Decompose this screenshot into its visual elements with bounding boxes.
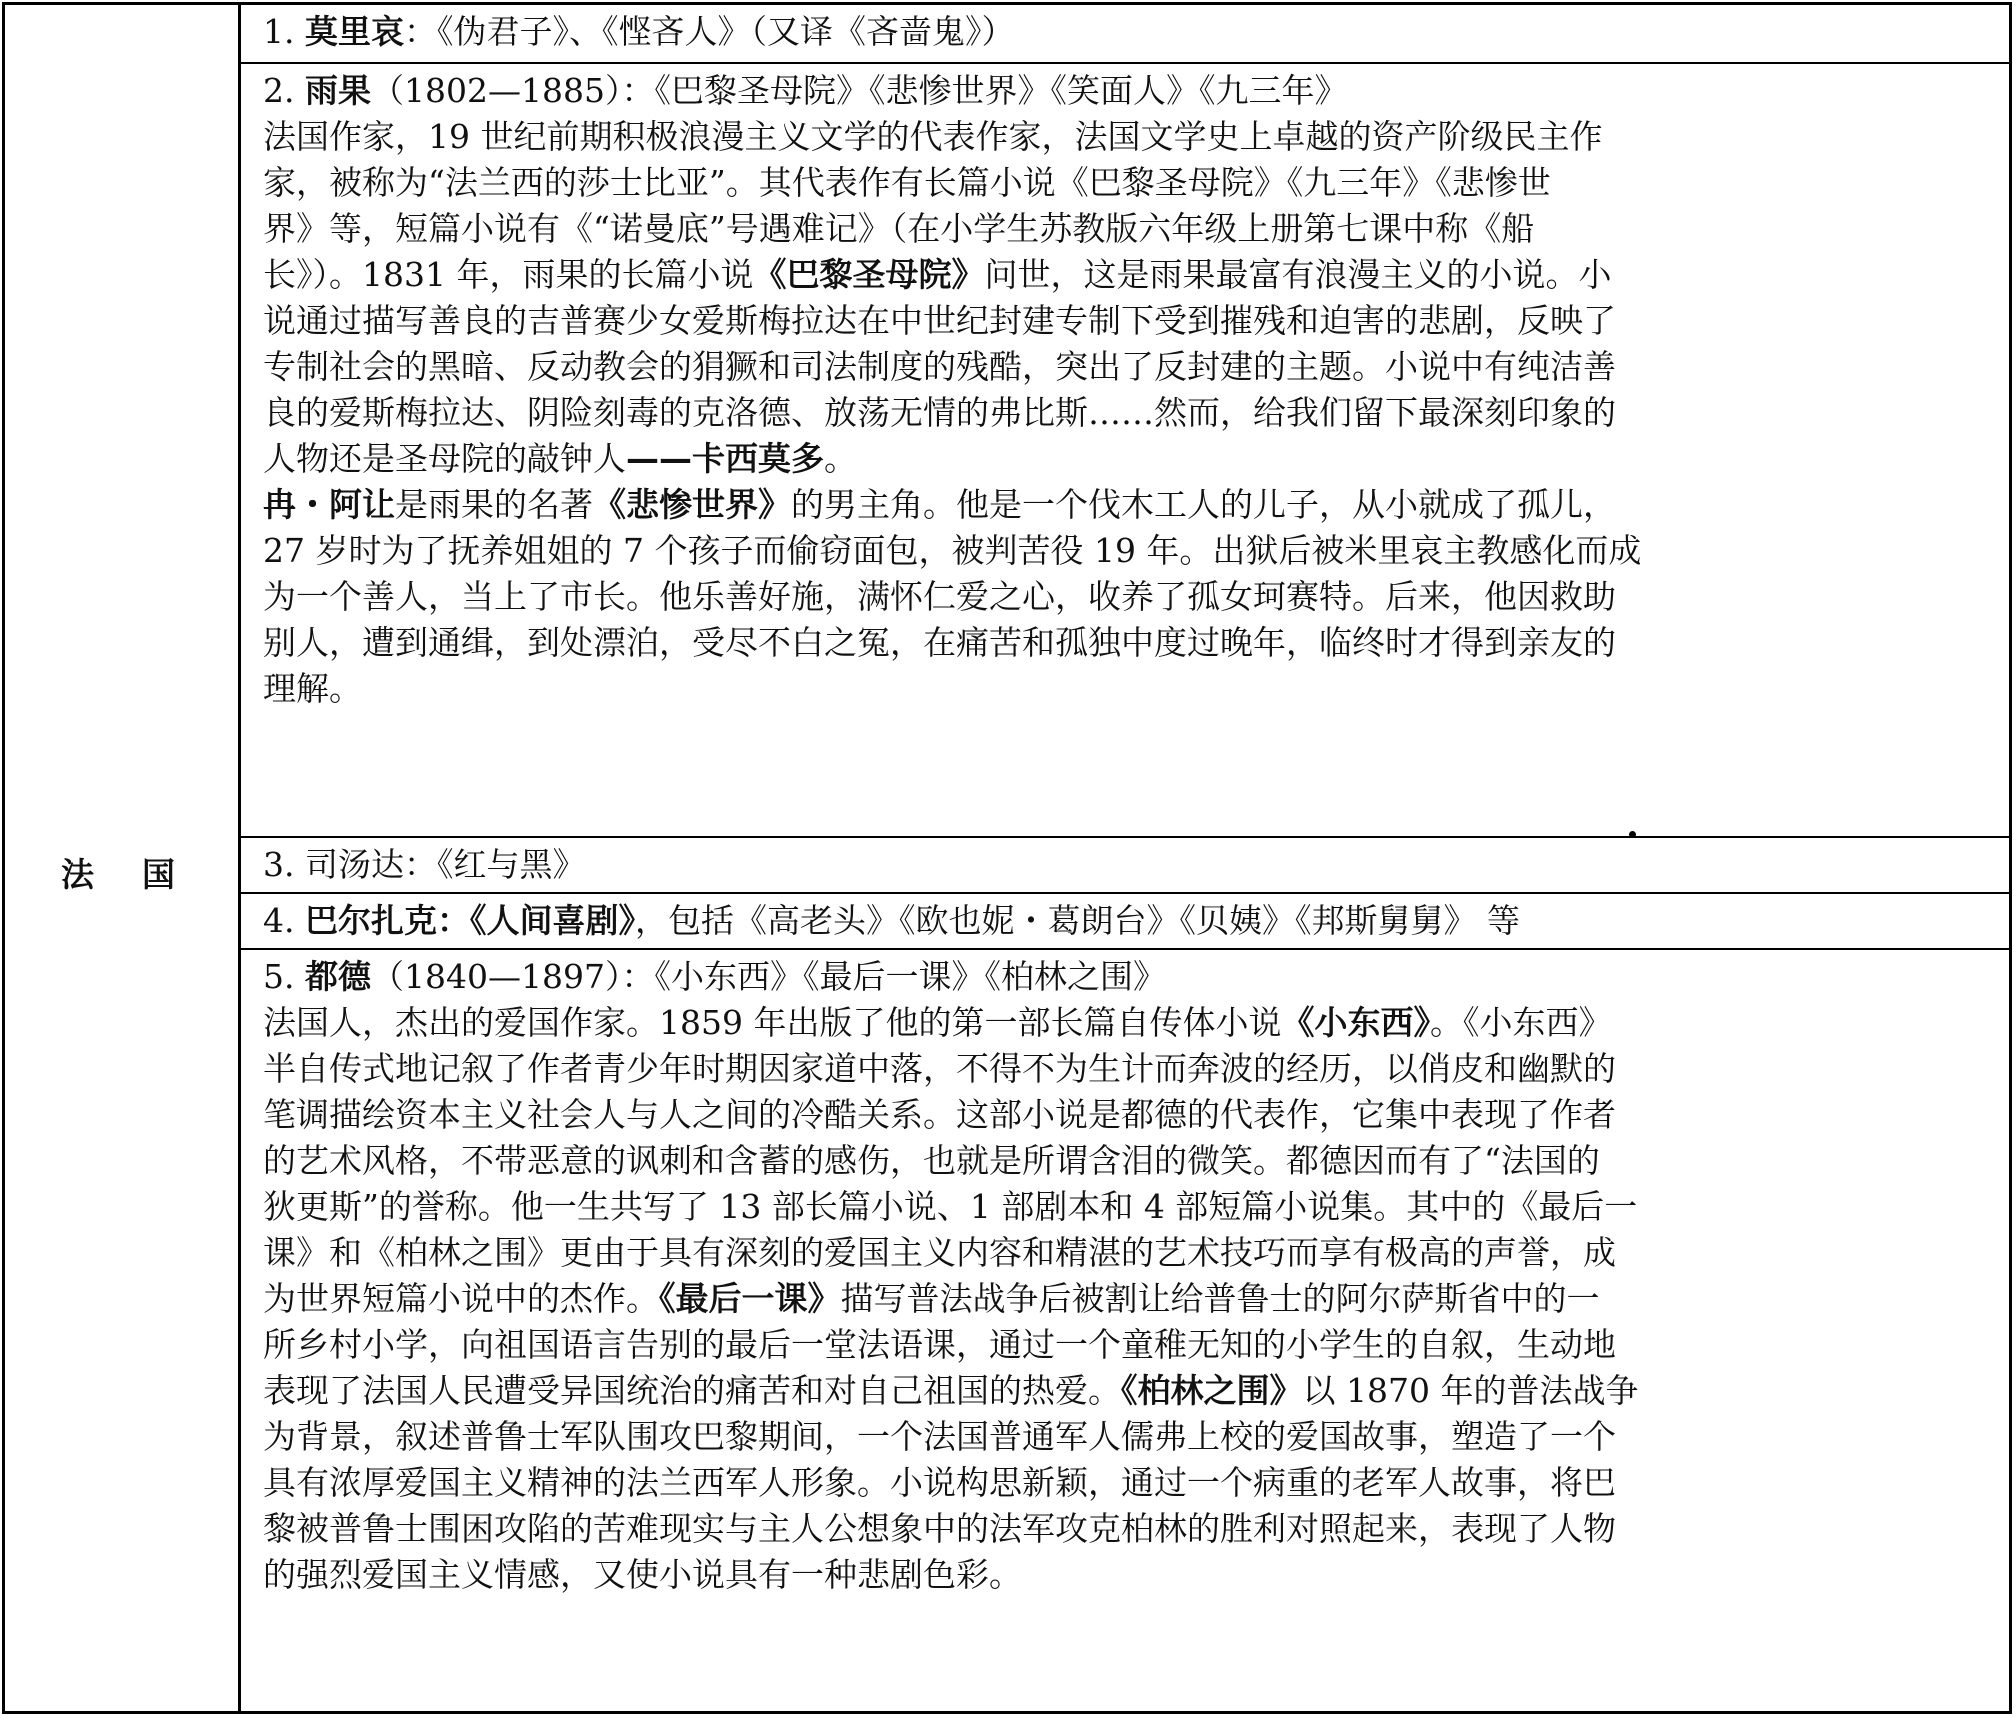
text-run: 课》和《柏林之围》更由于具有深刻的爱国主义内容和精湛的艺术技巧而享有极高的声誉，成: [263, 1233, 1616, 1272]
text-run: 家，被称为“法兰西的莎士比亚”。其代表作有长篇小说《巴黎圣母院》《九三年》《悲惨世: [263, 163, 1551, 202]
body-line: [263, 1414, 1997, 1460]
entry-moliere: [241, 5, 2009, 62]
text-run: 黎被普鲁士围困攻陷的苦难现实与主人公想象中的法军攻克柏林的胜利对照起来，表现了人物: [263, 1509, 1616, 1548]
author-years: （1840—1897）: [371, 957, 622, 996]
entry-heading: [263, 68, 1997, 114]
entry-number: 5.: [263, 957, 295, 996]
body-line: [263, 1046, 1997, 1092]
text-run: 长》）。1831 年，雨果的长篇小说: [263, 255, 754, 294]
body-line: [263, 1184, 1997, 1230]
entry-stendhal: [241, 836, 2009, 892]
bold-phrase: 《巴黎圣母院》: [753, 255, 985, 294]
text-run: 是雨果的名著: [395, 485, 593, 524]
text-run: 界》等，短篇小说有《“诺曼底”号遇难记》（在小学生苏教版六年级上册第七课中称《船: [263, 209, 1535, 248]
body-line: [263, 1092, 1997, 1138]
country-label: 法国: [61, 855, 223, 894]
text-run: 法国人，杰出的爱国作家。1859 年出版了他的第一部长篇自传体小说: [263, 1003, 1282, 1042]
text-run: 问世，这是雨果最富有浪漫主义的小说。小: [984, 255, 1612, 294]
text-run: 别人，遭到通缉，到处漂泊，受尽不白之冤，在痛苦和孤独中度过晚年，临终时才得到亲友的: [263, 623, 1616, 662]
body-line: [263, 1460, 1997, 1506]
country-cell: [5, 5, 241, 1711]
text-run: 半自传式地记叙了作者青少年时期因家道中落，不得不为生计而奔波的经历，以俏皮和幽默的: [263, 1049, 1616, 1088]
text-run: 具有浓厚爱国主义精神的法兰西军人形象。小说构思新颖，通过一个病重的老军人故事，将巴: [263, 1463, 1616, 1502]
text-run: 。: [824, 439, 857, 478]
body-line: [263, 252, 1997, 298]
body-line: [263, 436, 1997, 482]
bold-phrase: 《柏林之围》: [1121, 1371, 1303, 1410]
text-run: 以 1870 年的普法战争: [1302, 1371, 1639, 1410]
entry-number: 2.: [263, 71, 295, 110]
text-run: 笔调描绘资本主义社会人与人之间的冷酷关系。这部小说是都德的代表作，它集中表现了作者: [263, 1095, 1616, 1134]
text-run: 27 岁时为了抚养姐姐的 7 个孩子而偷窃面包，被判苦役 19 年。出狱后被米里哀主教感化而成: [263, 531, 1642, 570]
entry-heading: [263, 842, 1997, 888]
text-run: 人物还是圣母院的敲钟人: [263, 439, 626, 478]
works-list: ：《伪君子》、《悭吝人》（又译《吝啬鬼》）: [404, 12, 1015, 51]
body-line: [263, 1276, 1997, 1322]
text-run: 说通过描写善良的吉普赛少女爱斯梅拉达在中世纪封建专制下受到摧残和迫害的悲剧，反映了: [263, 301, 1616, 340]
body-line: [263, 1368, 1997, 1414]
major-work: 《人间喜剧》: [470, 901, 635, 940]
bold-phrase: 《最后一课》: [659, 1279, 841, 1318]
text-run: 良的爱斯梅拉达、阴险刻毒的克洛德、放荡无情的弗比斯……然而，给我们留下最深刻印象的: [263, 393, 1616, 432]
body-line: [263, 1506, 1997, 1552]
bold-phrase: 《小东西》: [1281, 1003, 1430, 1042]
works-list: ：《小东西》《最后一课》《柏林之围》: [621, 957, 1166, 996]
works-list: ：《巴黎圣母院》《悲惨世界》《笑面人》《九三年》: [621, 71, 1348, 110]
entry-number: 1.: [263, 12, 295, 51]
author-name: 司汤达: [305, 845, 404, 884]
bold-phrase: ——卡西莫多: [626, 439, 824, 478]
entry-heading: [263, 9, 1997, 55]
text-run: 为一个善人，当上了市长。他乐善好施，满怀仁爱之心，收养了孤女珂赛特。后来，他因救助: [263, 577, 1616, 616]
body-line: [263, 344, 1997, 390]
text-run: 理解。: [263, 669, 362, 708]
body-line: [263, 1000, 1997, 1046]
text-run: 描写普法战争后被割让给普鲁士的阿尔萨斯省中的一: [840, 1279, 1600, 1318]
author-name: 莫里哀: [305, 12, 404, 51]
body-line: [263, 114, 1997, 160]
entry-number: 4.: [263, 901, 295, 940]
body-line: [263, 666, 1997, 712]
text-run: 的强烈爱国主义情感，又使小说具有一种悲剧色彩。: [263, 1555, 1022, 1594]
entry-daudet: [241, 948, 2009, 1711]
text-run: 表现了法国人民遭受异国统治的痛苦和对自己祖国的热爱。: [263, 1371, 1121, 1410]
author-name: 雨果: [305, 71, 371, 110]
author-years: （1802—1885）: [371, 71, 622, 110]
body-line: [263, 528, 1997, 574]
text-run: 所乡村小学，向祖国语言告别的最后一堂法语课，通过一个童稚无知的小学生的自叙，生动地: [263, 1325, 1616, 1364]
body-line: [263, 298, 1997, 344]
entry-heading: [263, 954, 1997, 1000]
body-line: [263, 1322, 1997, 1368]
text-run: 狄更斯”的誉称。他一生共写了 13 部长篇小说、1 部剧本和 4 部短篇小说集。其中的《最后一: [263, 1187, 1638, 1226]
entry-heading: [263, 898, 1997, 944]
body-line: [263, 206, 1997, 252]
entries-column: [241, 5, 2009, 1711]
stray-mark-dot: [1629, 831, 1636, 838]
body-line: [263, 482, 1997, 528]
works-list: ，包括《高老头》《欧也妮・葛朗台》《贝姨》《邦斯舅舅》 等: [635, 901, 1520, 940]
body-line: [263, 390, 1997, 436]
body-line: [263, 574, 1997, 620]
author-name: 巴尔扎克：: [305, 901, 470, 940]
body-line: [263, 1138, 1997, 1184]
works-list: ：《红与黑》: [404, 845, 586, 884]
body-line: [263, 1552, 1997, 1598]
text-run: 法国作家，19 世纪前期积极浪漫主义文学的代表作家，法国文学史上卓越的资产阶级民主作: [263, 117, 1603, 156]
bold-phrase: 冉・阿让: [263, 485, 395, 524]
entry-balzac: [241, 892, 2009, 948]
bold-phrase: 《悲惨世界》: [593, 485, 791, 524]
document-table: [2, 2, 2012, 1714]
body-line: [263, 1230, 1997, 1276]
text-run: 。《小东西》: [1429, 1003, 1612, 1042]
text-run: 专制社会的黑暗、反动教会的狷獗和司法制度的残酷，突出了反封建的主题。小说中有纯洁善: [263, 347, 1616, 386]
body-line: [263, 160, 1997, 206]
entry-number: 3.: [263, 845, 295, 884]
text-run: 的艺术风格，不带恶意的讽刺和含蓄的感伤，也就是所谓含泪的微笑。都德因而有了“法国的: [263, 1141, 1600, 1180]
body-line: [263, 620, 1997, 666]
text-run: 为世界短篇小说中的杰作。: [263, 1279, 659, 1318]
text-run: 的男主角。他是一个伐木工人的儿子，从小就成了孤儿，: [791, 485, 1616, 524]
entry-hugo: [241, 62, 2009, 836]
author-name: 都德: [305, 957, 371, 996]
text-run: 为背景，叙述普鲁士军队围攻巴黎期间，一个法国普通军人儒弗上校的爱国故事，塑造了一个: [263, 1417, 1616, 1456]
